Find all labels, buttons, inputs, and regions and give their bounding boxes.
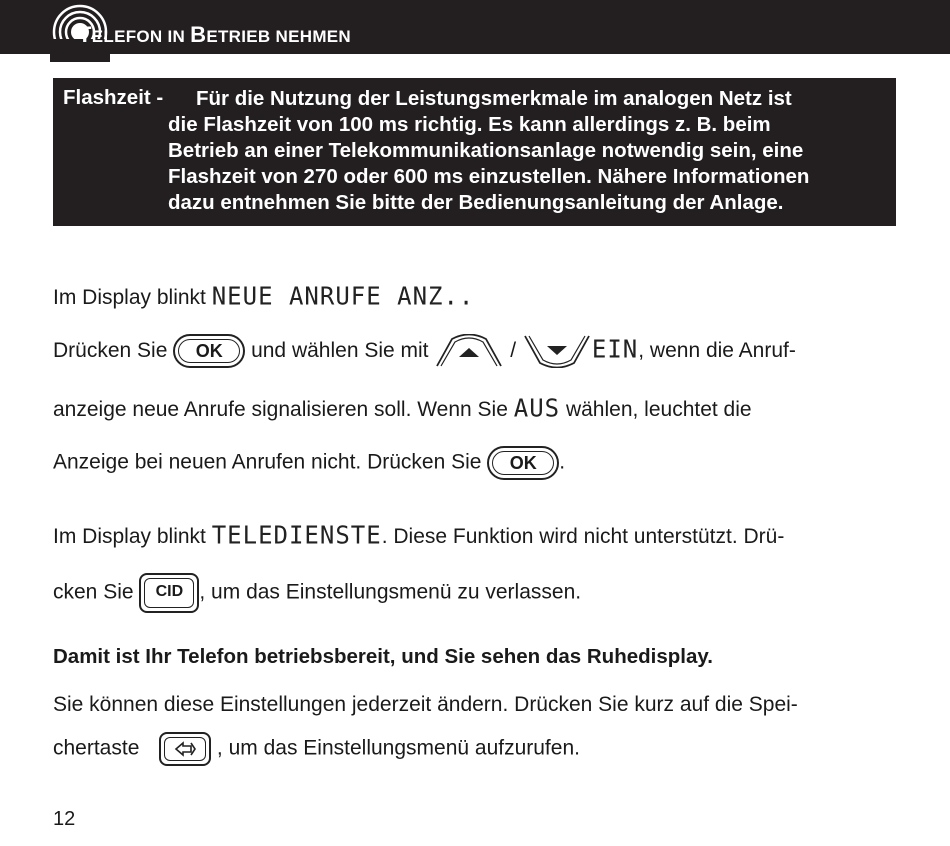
paragraph-call-display-line3 xyxy=(53,446,565,480)
nav-up-key-icon xyxy=(434,334,504,368)
text: anzeige neue Anrufe signalisieren soll. Wenn Sie xyxy=(53,398,508,421)
text: Im Display blinkt xyxy=(53,286,206,309)
ok-key-icon: OK xyxy=(487,446,559,480)
text: / xyxy=(510,339,517,362)
text: Anzeige bei neuen Anrufen nicht. Drücken Sie xyxy=(53,450,482,474)
note-line: die Flashzeit von 100 ms richtig. Es kann allerdings z. B. beim xyxy=(168,113,771,136)
note-line: Für die Nutzung der Leistungsmerkmale im analogen Netz ist xyxy=(196,87,792,110)
memory-key-icon xyxy=(159,732,211,766)
page-title: TELEFON IN BETRIEB NEHMEN xyxy=(78,22,351,47)
page-number: 12 xyxy=(53,808,76,830)
text: , um das Einstellungsmenü zu verlassen. xyxy=(199,580,582,604)
lcd-text: TELEDIENSTE xyxy=(211,520,382,550)
note-label: Flashzeit - xyxy=(63,86,164,109)
text: chertaste xyxy=(53,736,140,760)
paragraph-display-new-calls xyxy=(53,281,474,313)
paragraph-change-settings-line2 xyxy=(53,732,580,766)
nav-down-key-icon xyxy=(522,334,592,368)
note-line: Flashzeit von 270 oder 600 ms einzustellen. Nähere Informationen xyxy=(168,165,810,188)
ok-key-icon: OK xyxy=(173,334,245,368)
text: . Diese Funktion wird nicht unterstützt. Drü- xyxy=(381,525,785,548)
note-line: dazu entnehmen Sie bitte der Bedienungsanleitung der Anlage. xyxy=(168,191,784,214)
cid-key-icon: CID xyxy=(139,573,199,613)
ready-statement: Damit ist Ihr Telefon betriebsbereit, und Sie sehen das Ruhedisplay. xyxy=(53,645,713,668)
paragraph-call-display-line1 xyxy=(53,334,796,368)
text: , um das Einstellungsmenü aufzurufen. xyxy=(216,736,580,760)
lcd-text: EIN xyxy=(591,334,639,364)
text: wählen, leuchtet die xyxy=(565,398,752,421)
paragraph-teleservices-line1 xyxy=(53,520,784,552)
note-line: Betrieb an einer Telekommunikationsanlage notwendig sein, eine xyxy=(168,139,804,162)
text: cken Sie xyxy=(53,580,134,604)
flashzeit-note xyxy=(53,78,896,226)
paragraph-change-settings-line1: Sie können diese Einstellungen jederzeit ändern. Drücken Sie kurz auf die Spei- xyxy=(53,693,798,716)
text: Im Display blinkt xyxy=(53,525,206,548)
text: , wenn die Anruf- xyxy=(638,339,796,362)
paragraph-call-display-line2 xyxy=(53,393,752,425)
lcd-text: AUS xyxy=(513,393,561,423)
text: . xyxy=(559,450,566,474)
text: und wählen Sie mit xyxy=(251,339,429,362)
text: Drücken Sie xyxy=(53,339,168,362)
paragraph-teleservices-line2 xyxy=(53,573,581,613)
lcd-text: NEUE ANRUFE ANZ.. xyxy=(211,281,475,311)
note-text xyxy=(168,86,888,216)
header-bar xyxy=(0,0,950,54)
